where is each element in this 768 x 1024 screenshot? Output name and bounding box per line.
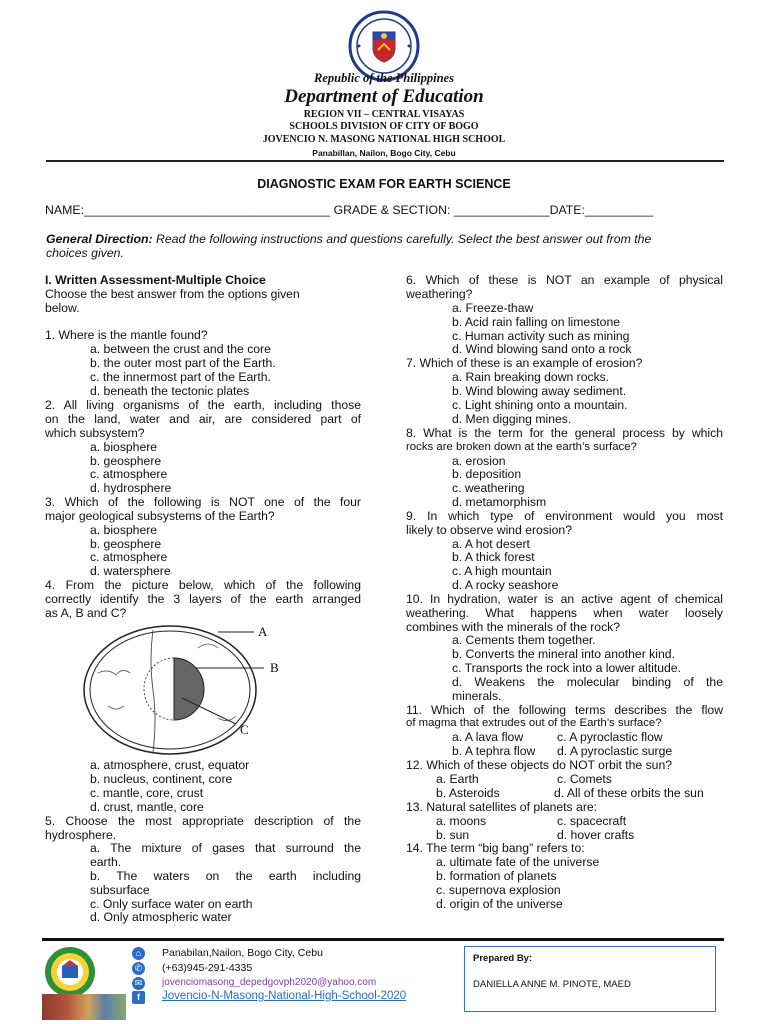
choice: a. biosphere: [90, 440, 158, 454]
choice: d. A rocky seashore: [452, 578, 559, 592]
question-10: weathering. What happens when water loosely: [406, 606, 723, 620]
choice: b. sun: [436, 828, 470, 842]
choice: c. Only surface water on earth: [90, 897, 253, 911]
footer-divider: [42, 938, 724, 941]
choice: b. geosphere: [90, 537, 162, 551]
choice: b. nucleus, continent, core: [90, 772, 233, 786]
choice: d. All of these orbits the sun: [554, 786, 704, 800]
question-6: weathering?: [406, 287, 473, 301]
choice: a. A lava flow: [452, 730, 524, 744]
choice: c. Human activity such as mining: [452, 329, 630, 343]
choice: a. ultimate fate of the universe: [436, 855, 600, 869]
question-2: on the land, water and air, are considered part of: [45, 412, 361, 426]
question-2: 2. All living organisms of the earth, including those: [45, 398, 361, 412]
choice: d. metamorphism: [452, 495, 547, 509]
choice: d. A pyroclastic surge: [557, 744, 673, 758]
choice: b. Wind blowing away sediment.: [452, 384, 627, 398]
choice: d. Wind blowing sand onto a rock: [452, 342, 632, 356]
footer-phone: (+63)945-291-4335: [162, 962, 253, 974]
name-grade-date-line: NAME:____________________________________ GRADE & SECTION: ______________DATE:__________: [45, 203, 654, 217]
choice: a. erosion: [452, 454, 506, 468]
choice: c. Comets: [557, 772, 612, 786]
question-1: 1. Where is the mantle found?: [45, 328, 208, 342]
choice: a. Earth: [436, 772, 479, 786]
layer-label-c: C: [240, 722, 249, 737]
school-photo: [42, 994, 126, 1020]
choice: b. The waters on the earth including: [90, 869, 361, 883]
choice: d. hover crafts: [557, 828, 635, 842]
choice: a. The mixture of gases that surround the: [90, 841, 361, 855]
division-line: SCHOOLS DIVISION OF CITY OF BOGO: [289, 121, 479, 132]
question-6: 6. Which of these is NOT an example of physical: [406, 273, 723, 287]
section-title: I. Written Assessment-Multiple Choice: [45, 273, 266, 287]
choice: d. origin of the universe: [436, 897, 563, 911]
question-8: 8. What is the term for the general process by which: [406, 426, 723, 440]
choice: c. the innermost part of the Earth.: [90, 370, 271, 384]
footer-facebook-link[interactable]: Jovencio-N-Masong-National-High-School-2020: [162, 990, 407, 1002]
choice: b. deposition: [452, 467, 522, 481]
question-10: 10. In hydration, water is an active agent of chemical: [406, 592, 723, 606]
prepared-by-box: [464, 946, 716, 1012]
question-9: likely to observe wind erosion?: [406, 523, 572, 537]
choice: a. Freeze-thaw: [452, 301, 534, 315]
question-3: 3. Which of the following is NOT one of the four: [45, 495, 361, 509]
choice: a. between the crust and the core: [90, 342, 271, 356]
intro-line: below.: [45, 301, 80, 315]
question-5: hydrosphere.: [45, 828, 117, 842]
question-13: 13. Natural satellites of planets are:: [406, 800, 598, 814]
phone-icon: ✆: [132, 962, 145, 975]
choice: a. moons: [436, 814, 487, 828]
choice: b. geosphere: [90, 454, 162, 468]
choice: earth.: [90, 855, 122, 869]
choice: b. Asteroids: [436, 786, 500, 800]
footer-address: Panabilan,Nailon, Bogo City, Cebu: [162, 947, 323, 959]
question-3: major geological subsystems of the Earth?: [45, 509, 275, 523]
question-11: 11. Which of the following terms describes the flow: [406, 703, 723, 717]
choice: b. Acid rain falling on limestone: [452, 315, 621, 329]
school-line: JOVENCIO N. MASONG NATIONAL HIGH SCHOOL: [262, 134, 506, 145]
header-divider: [46, 160, 724, 162]
preparer-name: DANIELLA ANNE M. PINOTE, MAED: [473, 979, 631, 990]
question-11: of magma that extrudes out of the Earth’s surface?: [406, 717, 662, 729]
general-direction: [46, 233, 651, 247]
earth-layers-figure: [78, 618, 288, 760]
choice: b. Converts the mineral into another kind.: [452, 647, 675, 661]
question-14: 14. The term “big bang” refers to:: [406, 841, 585, 855]
question-7: 7. Which of these is an example of erosion?: [406, 356, 643, 370]
intro-line: Choose the best answer from the options given: [45, 287, 300, 301]
question-4: as A, B and C?: [45, 606, 127, 620]
question-8: rocks are broken down at the earth’s surface?: [406, 441, 637, 453]
choice: c. mantle, core, crust: [90, 786, 204, 800]
choice: a. atmosphere, crust, equator: [90, 758, 250, 772]
question-9: 9. In which type of environment would you most: [406, 509, 723, 523]
choice: c. A pyroclastic flow: [557, 730, 663, 744]
facebook-icon: f: [132, 991, 145, 1004]
choice: d. hydrosphere: [90, 481, 172, 495]
direction-text: Read the following instructions and questions carefully. Select the best answer out from the: [152, 232, 652, 246]
choice: c. A high mountain: [452, 564, 552, 578]
question-4: 4. From the picture below, which of the following: [45, 578, 361, 592]
choice: a. A hot desert: [452, 537, 530, 551]
choice: c. weathering: [452, 481, 525, 495]
mail-icon: ✉: [132, 977, 145, 990]
choice: d. watersphere: [90, 564, 171, 578]
choice: c. supernova explosion: [436, 883, 561, 897]
home-icon: ⌂: [132, 947, 145, 960]
school-logo: [44, 946, 96, 998]
general-direction-cont: choices given.: [46, 246, 124, 260]
department-heading: Department of Education: [284, 86, 484, 107]
choice: c. atmosphere: [90, 550, 168, 564]
choice: c. spacecraft: [557, 814, 627, 828]
layer-label-a: A: [258, 624, 268, 639]
choice: b. A tephra flow: [452, 744, 536, 758]
choice: b. A thick forest: [452, 550, 535, 564]
choice: c. Light shining onto a mountain.: [452, 398, 628, 412]
choice: b. the outer most part of the Earth.: [90, 356, 276, 370]
choice: c. Transports the rock into a lower altitude.: [452, 661, 681, 675]
choice: d. Weakens the molecular binding of the: [452, 675, 723, 689]
choice: b. formation of planets: [436, 869, 557, 883]
layer-label-b: B: [270, 660, 279, 675]
question-2: which subsystem?: [45, 426, 145, 440]
choice: a. biosphere: [90, 523, 158, 537]
direction-label: General Direction:: [46, 232, 153, 246]
choice: d. beneath the tectonic plates: [90, 384, 250, 398]
choice: d. Men digging mines.: [452, 412, 572, 426]
choice: d. crust, mantle, core: [90, 800, 204, 814]
prepared-label: Prepared By:: [473, 953, 533, 964]
choice: subsurface: [90, 883, 150, 897]
choice: a. Rain breaking down rocks.: [452, 370, 610, 384]
footer-email[interactable]: jovenciomasong_depedgovph2020@yahoo.com: [162, 977, 377, 988]
exam-title: DIAGNOSTIC EXAM FOR EARTH SCIENCE: [257, 177, 511, 191]
earth-outline: [84, 626, 256, 754]
question-4: correctly identify the 3 layers of the earth arranged: [45, 592, 361, 606]
choice: c. atmosphere: [90, 467, 168, 481]
question-5: 5. Choose the most appropriate description of the: [45, 814, 361, 828]
question-10: combines with the minerals of the rock?: [406, 620, 621, 634]
republic-heading: Republic of the Philippines: [314, 71, 454, 85]
question-12: 12. Which of these objects do NOT orbit the sun?: [406, 758, 673, 772]
choice: a. Cements them together.: [452, 633, 596, 647]
school-address: Panabillan, Nailon, Bogo City, Cebu: [312, 148, 456, 158]
choice: d. Only atmospheric water: [90, 910, 232, 924]
region-line: REGION VII – CENTRAL VISAYAS: [303, 109, 465, 120]
choice: minerals.: [452, 689, 502, 703]
